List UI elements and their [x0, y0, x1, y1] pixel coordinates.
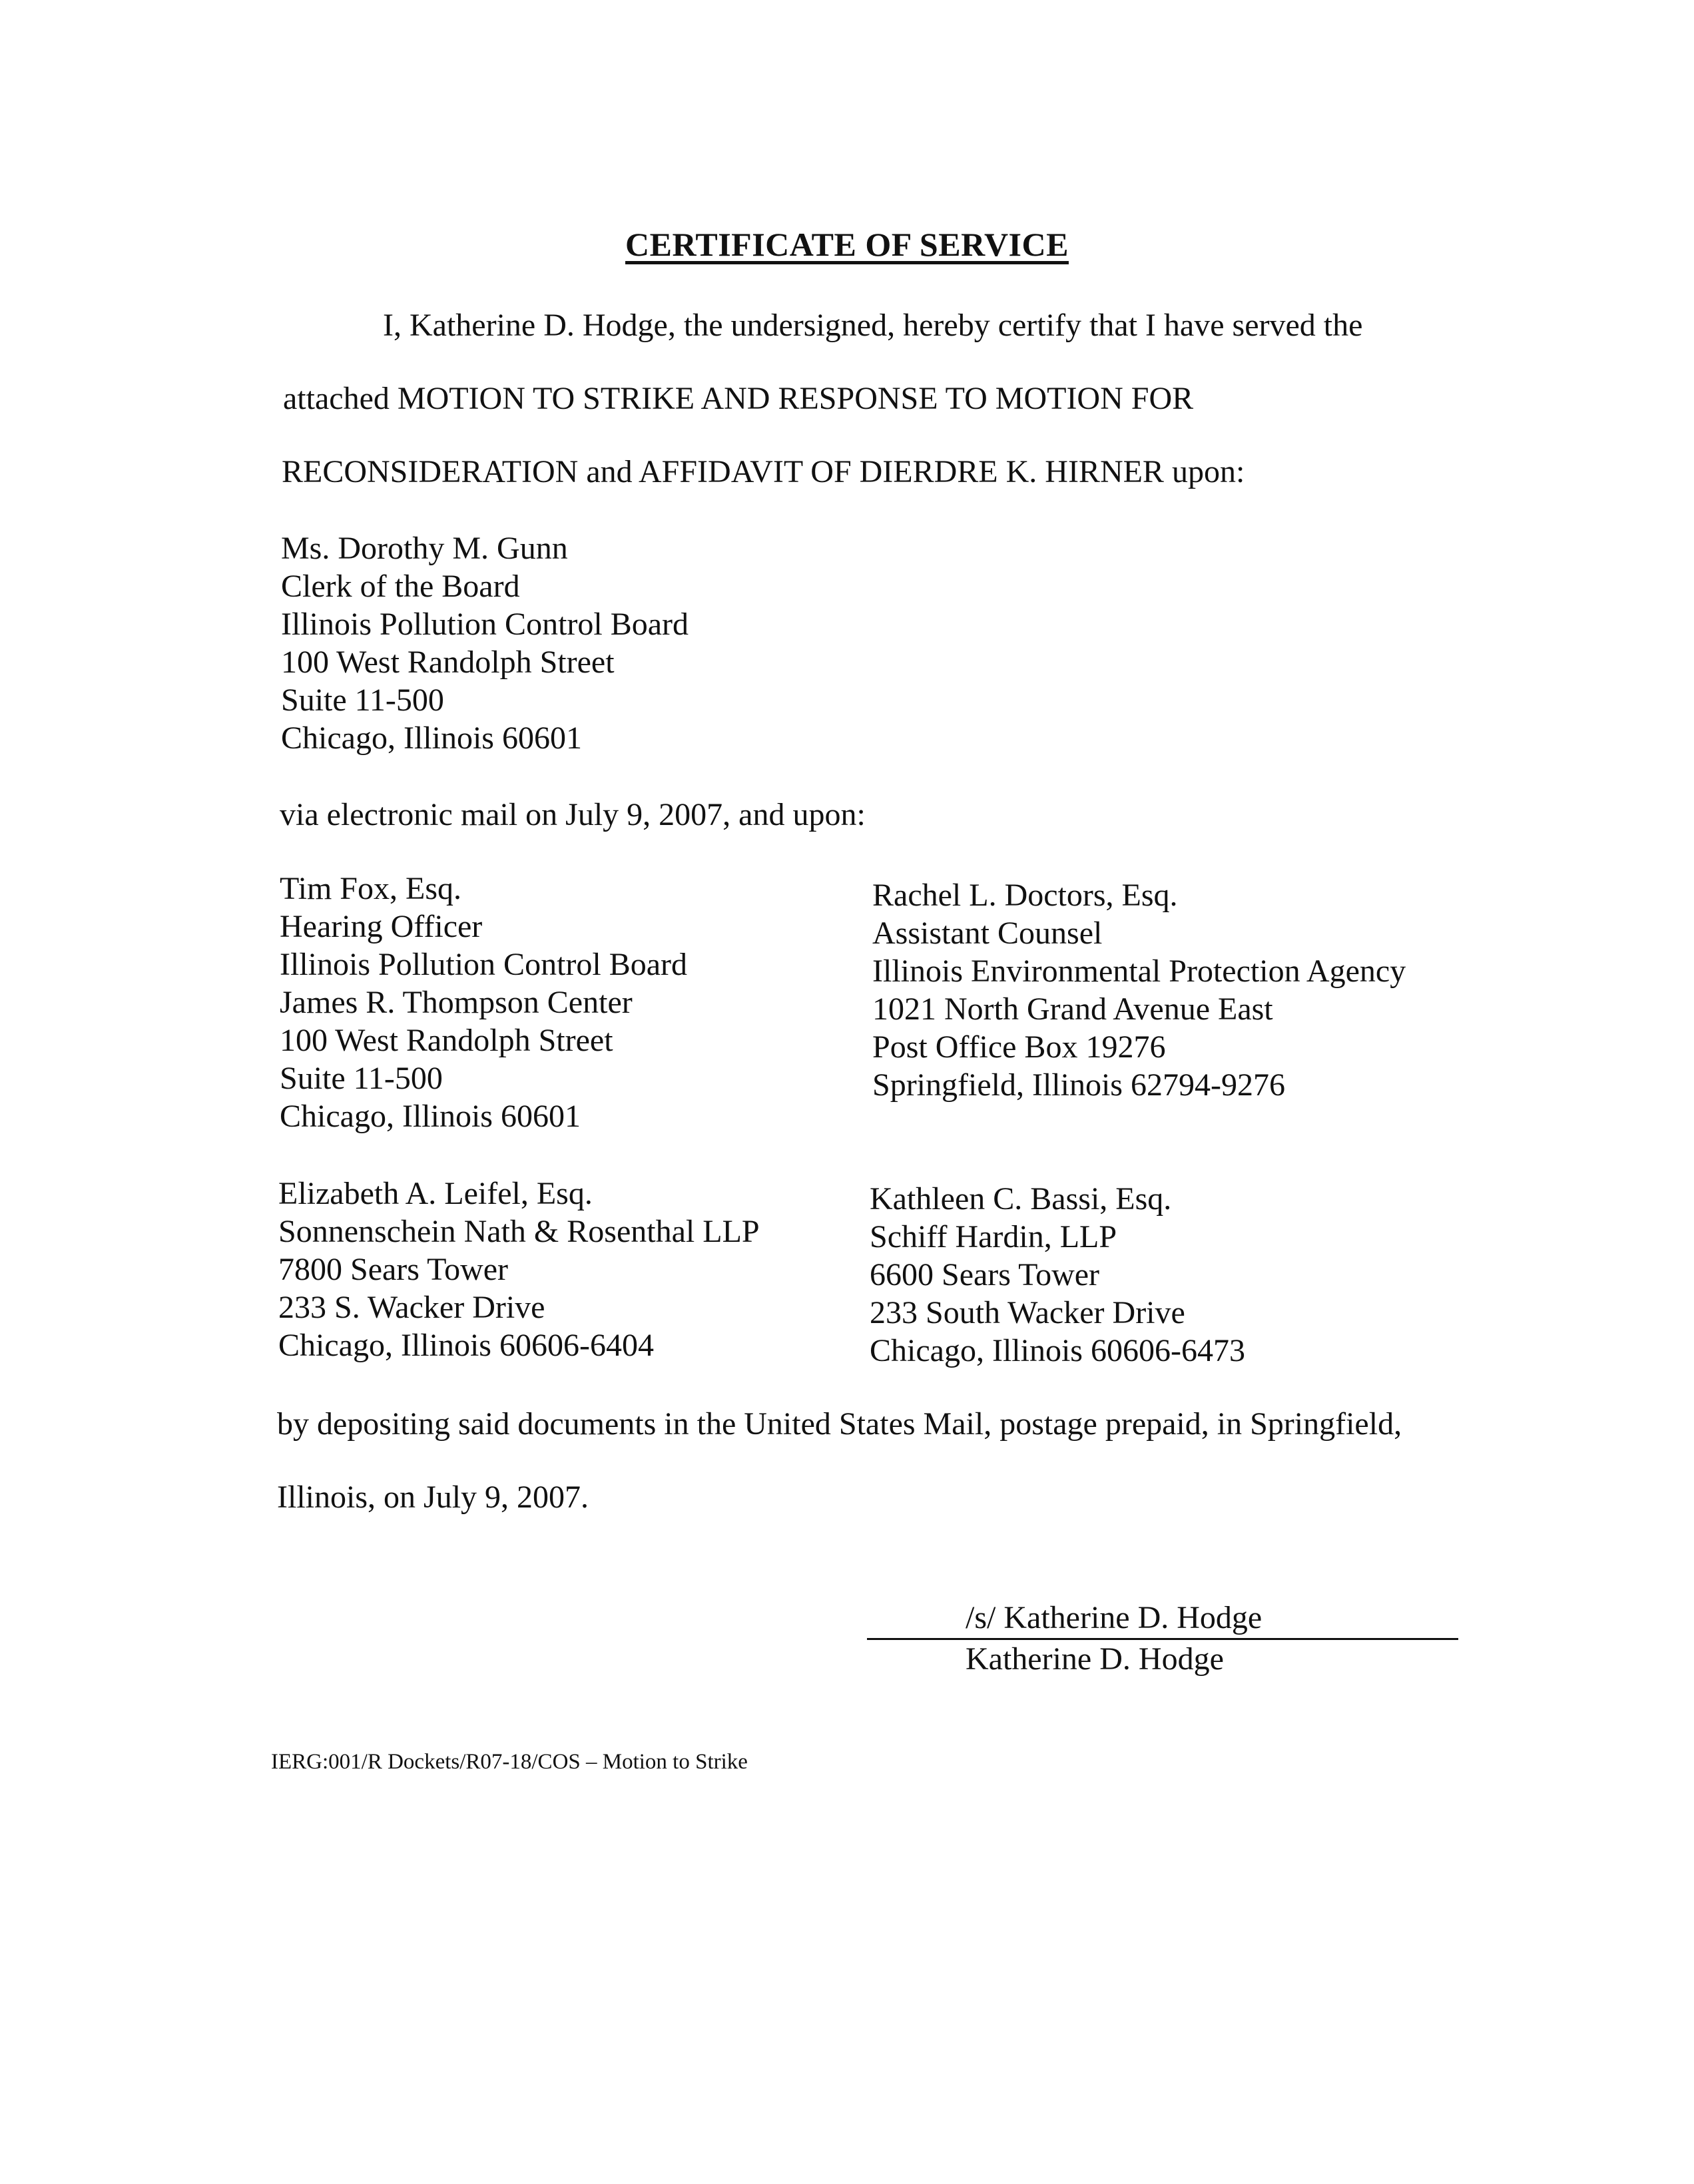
- address-line: Assistant Counsel: [872, 916, 1103, 951]
- closing-line-1: by depositing said documents in the United States Mail, postage prepaid, in Springfield,: [277, 1406, 1402, 1442]
- primary-recipient-address: [281, 529, 689, 757]
- intro-line-2: attached MOTION TO STRIKE AND RESPONSE TO MOTION FOR: [283, 381, 1194, 416]
- address-line: Kathleen C. Bassi, Esq.: [870, 1181, 1172, 1217]
- address-line: Elizabeth A. Leifel, Esq.: [278, 1176, 593, 1211]
- address-line: Suite 11-500: [281, 682, 444, 718]
- address-line: 7800 Sears Tower: [278, 1252, 509, 1287]
- address-line: Post Office Box 19276: [872, 1029, 1166, 1065]
- address-line: James R. Thompson Center: [280, 985, 633, 1020]
- address-line: Springfield, Illinois 62794-9276: [872, 1067, 1285, 1103]
- document-title: CERTIFICATE OF SERVICE: [625, 226, 1069, 263]
- address-line: Chicago, Illinois 60606-6404: [278, 1328, 654, 1363]
- address-line: Sonnenschein Nath & Rosenthal LLP: [278, 1214, 760, 1249]
- recipient-address-4: [870, 1180, 1245, 1370]
- signature-line: [867, 1638, 1458, 1640]
- address-line: 100 West Randolph Street: [280, 1023, 613, 1058]
- address-line: 233 S. Wacker Drive: [278, 1290, 545, 1325]
- signatory-name: Katherine D. Hodge: [966, 1641, 1224, 1677]
- address-line: 6600 Sears Tower: [870, 1257, 1100, 1292]
- address-line: Chicago, Illinois 60601: [281, 720, 582, 756]
- recipient-address-1: [280, 870, 687, 1135]
- signature-electronic: /s/ Katherine D. Hodge: [966, 1600, 1263, 1635]
- address-line: Illinois Pollution Control Board: [281, 607, 689, 642]
- intro-line-1: I, Katherine D. Hodge, the undersigned, hereby certify that I have served the: [383, 308, 1363, 343]
- address-line: 233 South Wacker Drive: [870, 1295, 1185, 1330]
- address-line: 1021 North Grand Avenue East: [872, 991, 1273, 1027]
- via-email-line: via electronic mail on July 9, 2007, and upon:: [280, 797, 866, 832]
- address-line: Chicago, Illinois 60606-6473: [870, 1333, 1245, 1368]
- recipient-address-3: [278, 1175, 760, 1364]
- address-line: Illinois Environmental Protection Agency: [872, 954, 1406, 989]
- closing-line-2: Illinois, on July 9, 2007.: [277, 1480, 589, 1515]
- address-line: Ms. Dorothy M. Gunn: [281, 531, 568, 566]
- address-line: Illinois Pollution Control Board: [280, 947, 688, 982]
- address-line: Chicago, Illinois 60601: [280, 1099, 581, 1134]
- address-line: Clerk of the Board: [281, 569, 520, 604]
- address-line: Suite 11-500: [280, 1061, 443, 1096]
- address-line: Tim Fox, Esq.: [280, 871, 461, 906]
- address-line: Hearing Officer: [280, 909, 483, 944]
- address-line: 100 West Randolph Street: [281, 645, 615, 680]
- address-line: Rachel L. Doctors, Esq.: [872, 878, 1178, 913]
- intro-line-3: RECONSIDERATION and AFFIDAVIT OF DIERDRE K. HIRNER upon:: [282, 454, 1245, 489]
- address-line: Schiff Hardin, LLP: [870, 1219, 1117, 1254]
- recipient-address-2: [872, 876, 1406, 1104]
- document-reference-footer: IERG:001/R Dockets/R07-18/COS – Motion to Strike: [271, 1750, 748, 1774]
